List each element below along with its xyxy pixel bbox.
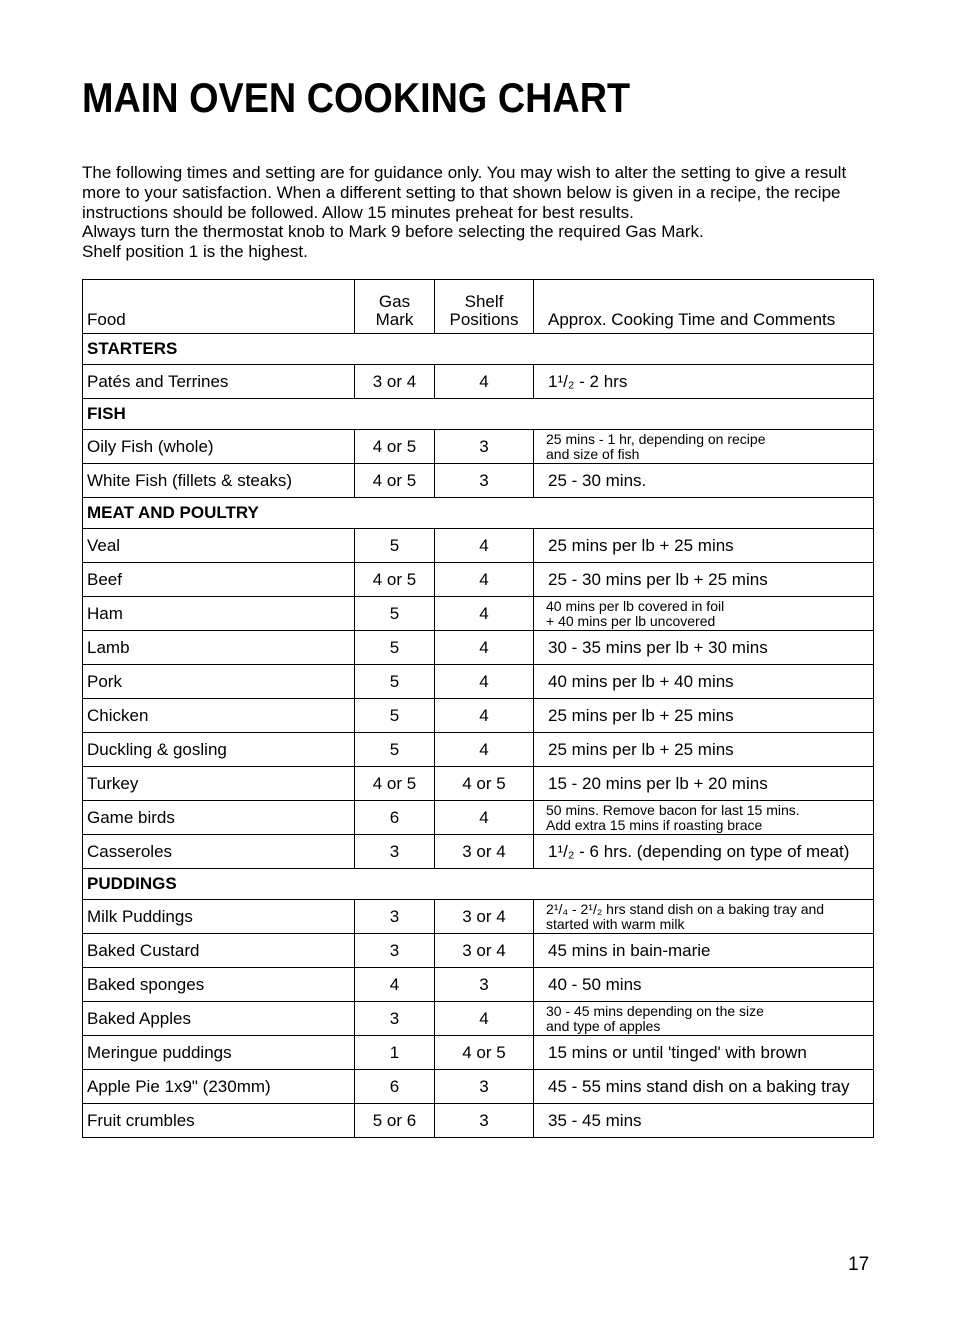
- intro-paragraph: Shelf position 1 is the highest.: [82, 242, 308, 262]
- cell-shelf: 3: [435, 968, 534, 1002]
- section-heading: MEAT AND POULTRY: [83, 498, 874, 529]
- table-row: [83, 1104, 874, 1138]
- header-shelf: [435, 280, 534, 334]
- cell-shelf: 4: [435, 631, 534, 665]
- cell-shelf: 4: [435, 529, 534, 563]
- cell-comment: 1¹/₂ - 2 hrs: [534, 365, 874, 399]
- header-gas-mark-line1: Gas: [378, 292, 411, 311]
- table-row: [83, 934, 874, 968]
- cell-shelf: 4: [435, 733, 534, 767]
- cell-food: Duckling & gosling: [83, 733, 355, 767]
- cell-shelf: 3: [435, 1104, 534, 1138]
- table-row: [83, 631, 874, 665]
- table-row: [83, 1036, 874, 1070]
- cell-food: Game birds: [83, 801, 355, 835]
- header-shelf-line1: Shelf: [464, 292, 504, 311]
- cell-food: Oily Fish (whole): [83, 430, 355, 464]
- cell-comment: 15 mins or until 'tinged' with brown: [534, 1036, 874, 1070]
- cell-food: Pork: [83, 665, 355, 699]
- cell-comment: 1¹/₂ - 6 hrs. (depending on type of meat): [534, 835, 874, 869]
- cell-comment: 25 - 30 mins per lb + 25 mins: [534, 563, 874, 597]
- cell-food: Beef: [83, 563, 355, 597]
- table-row: [83, 1070, 874, 1104]
- header-food: Food: [83, 280, 355, 334]
- cell-shelf: 4: [435, 597, 534, 631]
- cell-gas-mark: 5 or 6: [355, 1104, 435, 1138]
- cell-food: Fruit crumbles: [83, 1104, 355, 1138]
- cell-comment: 25 mins - 1 hr, depending on recipe and size of fish: [534, 430, 874, 464]
- header-comments: Approx. Cooking Time and Comments: [534, 280, 874, 334]
- header-gas-mark-line2: Mark: [375, 310, 414, 329]
- cell-food: Patés and Terrines: [83, 365, 355, 399]
- cell-comment: 45 - 55 mins stand dish on a baking tray: [534, 1070, 874, 1104]
- table-row: [83, 767, 874, 801]
- cell-comment: 35 - 45 mins: [534, 1104, 874, 1138]
- table-row: [83, 801, 874, 835]
- cell-food: Baked sponges: [83, 968, 355, 1002]
- cell-shelf: 4: [435, 1002, 534, 1036]
- section-heading: STARTERS: [83, 334, 874, 365]
- section-row: [83, 869, 874, 900]
- table-row: [83, 597, 874, 631]
- table-row: [83, 699, 874, 733]
- cell-gas-mark: 5: [355, 529, 435, 563]
- table-row: [83, 665, 874, 699]
- intro-text: [82, 163, 882, 262]
- cell-shelf: 3 or 4: [435, 934, 534, 968]
- cell-gas-mark: 1: [355, 1036, 435, 1070]
- cell-shelf: 4: [435, 801, 534, 835]
- cell-comment: 25 - 30 mins.: [534, 464, 874, 498]
- cell-food: Turkey: [83, 767, 355, 801]
- cell-gas-mark: 3: [355, 900, 435, 934]
- cell-shelf: 3 or 4: [435, 900, 534, 934]
- section-row: [83, 498, 874, 529]
- intro-paragraph: The following times and setting are for guidance only. You may wish to alter the setting to give a result more to your satisfaction. When a different setting to that shown below is given in a recipe, the recipe instructions should be followed. Allow 15 minutes preheat for best results.: [82, 163, 847, 222]
- cell-food: Milk Puddings: [83, 900, 355, 934]
- table-row: [83, 835, 874, 869]
- cell-gas-mark: 3: [355, 1002, 435, 1036]
- cell-gas-mark: 6: [355, 801, 435, 835]
- cell-gas-mark: 5: [355, 699, 435, 733]
- cell-comment: 40 mins per lb + 40 mins: [534, 665, 874, 699]
- cell-food: Baked Custard: [83, 934, 355, 968]
- cell-food: Baked Apples: [83, 1002, 355, 1036]
- cell-comment: 25 mins per lb + 25 mins: [534, 699, 874, 733]
- table-row: [83, 968, 874, 1002]
- cell-comment: 40 mins per lb covered in foil + 40 mins per lb uncovered: [534, 597, 874, 631]
- cell-shelf: 4 or 5: [435, 1036, 534, 1070]
- cell-gas-mark: 5: [355, 597, 435, 631]
- cell-food: Apple Pie 1x9" (230mm): [83, 1070, 355, 1104]
- cell-gas-mark: 6: [355, 1070, 435, 1104]
- cell-comment: 25 mins per lb + 25 mins: [534, 733, 874, 767]
- cell-shelf: 4: [435, 699, 534, 733]
- cell-shelf: 4: [435, 665, 534, 699]
- cell-comment: 40 - 50 mins: [534, 968, 874, 1002]
- table-row: [83, 733, 874, 767]
- page-title: MAIN OVEN COOKING CHART: [82, 74, 631, 121]
- cell-food: Meringue puddings: [83, 1036, 355, 1070]
- table-header-row: [83, 280, 874, 334]
- table-row: [83, 1002, 874, 1036]
- cell-food: White Fish (fillets & steaks): [83, 464, 355, 498]
- header-gas-mark: [355, 280, 435, 334]
- cell-gas-mark: 4: [355, 968, 435, 1002]
- cell-gas-mark: 4 or 5: [355, 464, 435, 498]
- table-row: [83, 430, 874, 464]
- cell-gas-mark: 4 or 5: [355, 767, 435, 801]
- cell-food: Casseroles: [83, 835, 355, 869]
- page-number: 17: [848, 1254, 870, 1275]
- cell-gas-mark: 4 or 5: [355, 430, 435, 464]
- section-heading: PUDDINGS: [83, 869, 874, 900]
- section-row: [83, 399, 874, 430]
- cell-shelf: 3: [435, 430, 534, 464]
- cell-gas-mark: 5: [355, 733, 435, 767]
- cell-gas-mark: 5: [355, 631, 435, 665]
- cell-comment: 2¹/₄ - 2¹/₂ hrs stand dish on a baking tray and started with warm milk: [534, 900, 874, 934]
- table-row: [83, 900, 874, 934]
- cell-comment: 15 - 20 mins per lb + 20 mins: [534, 767, 874, 801]
- cell-shelf: 4 or 5: [435, 767, 534, 801]
- cell-food: Ham: [83, 597, 355, 631]
- cell-comment: 50 mins. Remove bacon for last 15 mins. Add extra 15 mins if roasting brace: [534, 801, 874, 835]
- cell-gas-mark: 5: [355, 665, 435, 699]
- cell-gas-mark: 3: [355, 934, 435, 968]
- section-heading: FISH: [83, 399, 874, 430]
- cell-gas-mark: 3 or 4: [355, 365, 435, 399]
- table-row: [83, 563, 874, 597]
- cell-food: Chicken: [83, 699, 355, 733]
- cell-food: Veal: [83, 529, 355, 563]
- cell-comment: 25 mins per lb + 25 mins: [534, 529, 874, 563]
- cell-shelf: 4: [435, 365, 534, 399]
- table-row: [83, 365, 874, 399]
- cell-shelf: 3: [435, 1070, 534, 1104]
- table-row: [83, 464, 874, 498]
- cell-gas-mark: 4 or 5: [355, 563, 435, 597]
- cooking-chart-table: [82, 279, 874, 1138]
- cell-comment: 30 - 35 mins per lb + 30 mins: [534, 631, 874, 665]
- cell-gas-mark: 3: [355, 835, 435, 869]
- header-shelf-line2: Positions: [449, 310, 519, 329]
- cell-comment: 30 - 45 mins depending on the size and type of apples: [534, 1002, 874, 1036]
- section-row: [83, 334, 874, 365]
- cell-food: Lamb: [83, 631, 355, 665]
- cell-shelf: 3: [435, 464, 534, 498]
- cell-shelf: 4: [435, 563, 534, 597]
- cell-comment: 45 mins in bain-marie: [534, 934, 874, 968]
- table-row: [83, 529, 874, 563]
- cell-shelf: 3 or 4: [435, 835, 534, 869]
- intro-paragraph: Always turn the thermostat knob to Mark 9 before selecting the required Gas Mark.: [82, 222, 704, 242]
